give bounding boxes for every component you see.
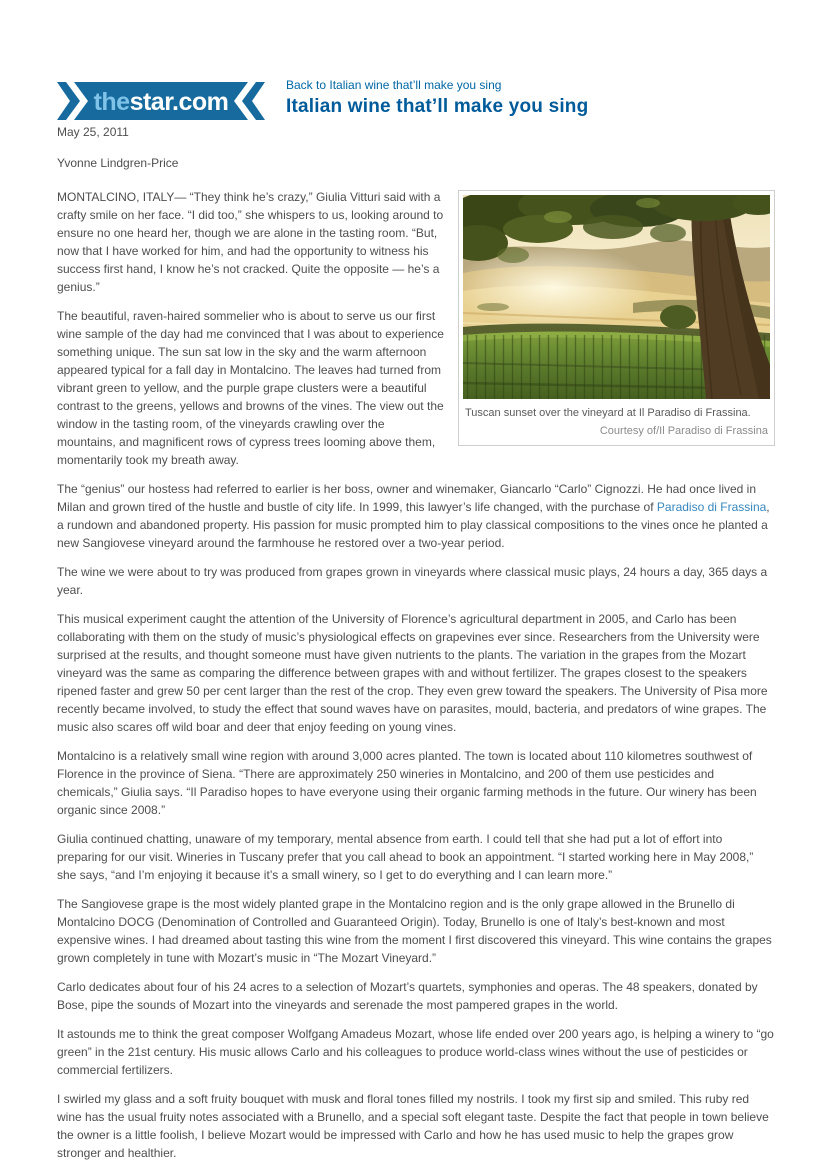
paragraph-4: The wine we were about to try was produced from grapes grown in vineyards where classical music plays, 24 hours a day, 365 days a year. [57,565,768,597]
tuscan-vineyard-photo [463,195,770,399]
logo-left-chevron [57,82,80,120]
paragraph-2: The beautiful, raven-haired sommelier who is about to serve us our first wine sample of the day had me convinced that I was about to experience something unique. The sun sat low in the sky and the warm afternoon appeared typical for a fall day in Montalcino. The leaves had turned from vibrant green to yellow, and the purple grape clusters were a beautiful contrast to the greens, yellows and browns of the vines. The view out the window in the tasting room, of the vineyards crawling over the mountains, and magnificent rows of cypress trees looming above them, momentarily took my breath away. [57,309,444,467]
masthead [57,78,775,120]
paragraph-5: This musical experiment caught the attention of the University of Florence’s agricultural department in 2005, and Carlo has been collaborating with them on the study of music’s physiological effects on grapevines ever since. Researchers from the University were surprised at the results, and thought someone must have given nutrients to the plants. The variation in the grapes from the Mozart vineyard was the same as comparing the difference between grapes with and without fertilizer. The grapes closest to the speakers ripened faster and grew 50 per cent larger than the rest of the crop. They even grew toward the speakers. The University of Pisa more recently became involved, to study the effect that sound waves have on parasites, mould, bacteria, and predators of wine grapes. The music also scares off wild boar and deer that enjoy feeding on young vines. [57,612,768,734]
logo-text: thestar.com [93,88,229,116]
paragraph-9: Carlo dedicates about four of his 24 acres to a selection of Mozart’s quartets, symphonies and operas. The 48 speakers, donated by Bose, pipe the sounds of Mozart into the vineyards and serenade the most pampered grapes in the world. [57,980,758,1012]
figure-caption: Tuscan sunset over the vineyard at Il Paradiso di Frassina. [465,407,751,419]
back-link[interactable]: Back to Italian wine that’ll make you sing [286,78,502,92]
thestar-logo[interactable] [57,82,265,120]
figure-credit: Courtesy of/Il Paradiso di Frassina [599,425,768,437]
paragraph-10: It astounds me to think the great composer Wolfgang Amadeus Mozart, whose life ended over 200 years ago, is helping a winery to “go green” in the 21st century. His music allows Carlo and his colleagues to produce world-class wines without the use of pesticides or commercial fertilizers. [57,1027,774,1077]
paragraph-7: Giulia continued chatting, unaware of my temporary, mental absence from earth. I could tell that she had put a lot of effort into preparing for our visit. Wineries in Tuscany prefer that you call ahead to book an appointment. “I started working here in May 2008,” she says, “and I’m enjoying it because it’s a small winery, so I get to do everything and I can learn more.” [57,832,754,882]
paragraph-3 [57,480,775,552]
paragraph-6: Montalcino is a relatively small wine region with around 3,000 acres planted. The town is located about 110 kilometres southwest of Florence in the province of Siena. “There are approximately 250 wineries in Montalcino, and 200 of them use pesticides and chemicals,” Giulia says. “Il Paradiso hopes to have everyone using their organic farming methods in the future. Our winery has been organic since 2008.” [57,749,757,817]
article-figure [458,190,775,446]
paragraph-1: MONTALCINO, ITALY— “They think he’s crazy,” Giulia Vitturi said with a crafty smile on her face. “I did too,” she whispers to us, looking around to ensure no one heard her, though we are alone in the tasting room. “But, now that I have worked for him, and had the opportunity to witness his success first hand, I know he’s not cracked. Quite the opposite — he’s a genius.” [57,190,444,294]
logo-right-chevron [242,82,265,120]
figure-caption-block [463,399,770,441]
paragraph-3-text: The “genius” our hostess had referred to earlier is her boss, owner and winemaker, Giancarlo “Carlo” Cignozzi. He had once lived in Milan and grown tired of the hustle and bustle of city life. In 1999, this lawyer’s life changed, with the purchase of [57,482,757,514]
masthead-text [286,78,588,118]
paragraph-8: The Sangiovese grape is the most widely planted grape in the Montalcino region and is the only grape allowed in the Brunello di Montalcino DOCG (Denomination of Controlled and Guaranteed Origin). Today, Brunello is one of Italy’s best-known and most expensive wines. I had dreamed about tasting this wine from the moment I first discovered this vineyard. This wine contains the grapes grown completely in tune with Mozart’s music in “The Mozart Vineyard.” [57,897,772,965]
paradiso-di-frassina-link[interactable]: Paradiso di Frassina [656,500,767,514]
thestar-logo-graphic [57,82,265,120]
article-author: Yvonne Lindgren-Price [57,156,179,170]
article-body [57,188,775,1162]
article-date: May 25, 2011 [57,125,129,139]
page-title: Italian wine that’ll make you sing [286,96,589,117]
paragraph-3-text-after: , a rundown and abandoned property. His passion for music prompted him to play classical compositions to the vines once he planted a new Sangiovese vineyard around the farmhouse he restored over a two-year period. [57,500,770,550]
paragraph-11: I swirled my glass and a soft fruity bouquet with musk and floral tones filled my nostrils. I took my first sip and smiled. This ruby red wine has the usual fruity notes associated with a Brunello, and a special soft elegant taste. Despite the fact that people in town believe the owner is a little foolish, I believe Mozart would be impressed with Carlo and how he has used music to help the grapes grow stronger and healthier. [57,1092,769,1160]
